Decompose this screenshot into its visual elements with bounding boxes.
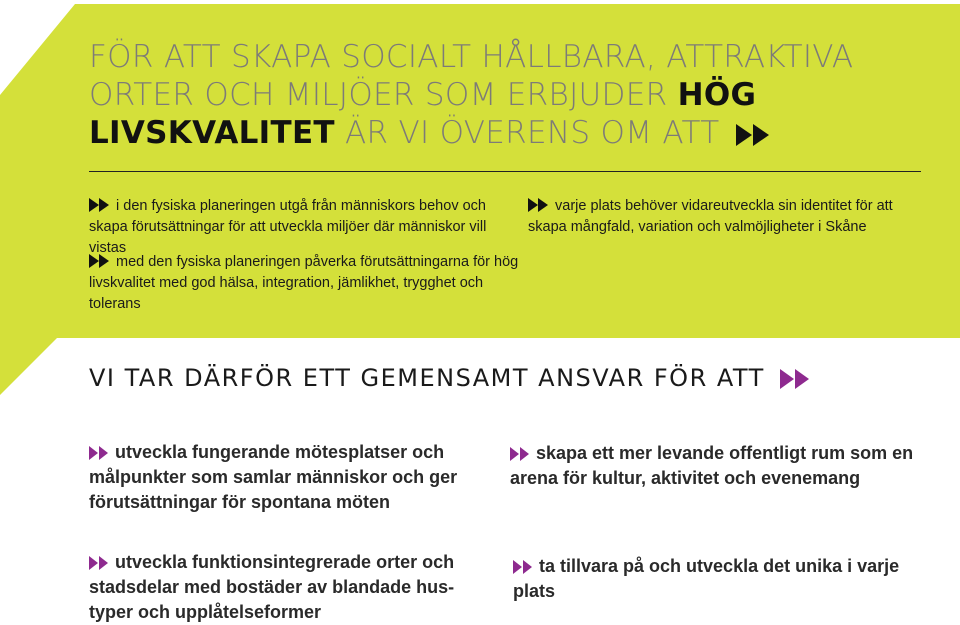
double-chevron-right-purple-icon — [513, 560, 533, 574]
double-chevron-right-icon — [528, 198, 549, 212]
divider-line — [89, 171, 921, 172]
double-chevron-right-purple-icon — [89, 556, 109, 570]
double-chevron-right-purple-icon — [89, 446, 109, 460]
headline-line3: ÄR VI ÖVERENS OM ATT — [334, 115, 720, 151]
lower-bullet-text: skapa ett mer levande offentligt rum som en arena för kultur, aktivitet och evenemang — [510, 443, 914, 488]
headline — [89, 38, 889, 152]
upper-bullet-item — [89, 252, 519, 315]
headline-line1: FÖR ATT SKAPA SOCIALT HÅLLBARA, ATTRAKTIVA — [89, 39, 854, 75]
double-chevron-right-icon — [89, 254, 110, 268]
headline-highlight-livskvalitet: LIVSKVALITET — [89, 115, 335, 151]
lower-bullet-item — [89, 550, 489, 625]
double-chevron-right-icon — [89, 198, 110, 212]
lower-bullet-item — [510, 441, 920, 491]
lower-bullet-item — [89, 440, 489, 515]
lower-bullet-text: utveckla funktionsintegrerade orter och stadsdelar med bostäder av blandade hus-typer och upplåtelseformer — [89, 552, 455, 622]
double-chevron-right-purple-icon — [780, 369, 810, 389]
upper-bullet-item — [528, 196, 928, 238]
double-chevron-right-purple-icon — [510, 447, 530, 461]
upper-bullet-item — [89, 196, 519, 259]
upper-bullet-text: med den fysiska planeringen påverka förutsättningarna för hög livskvalitet med god hälsa, integration, jämlikhet, trygghet och tolerans — [89, 254, 519, 312]
headline-highlight-hog: HÖG — [677, 77, 757, 113]
upper-bullet-text: i den fysiska planeringen utgå från människors behov och skapa förutsättningar för att utveckla miljöer där människor vill vistas — [89, 198, 487, 256]
subheading-text: VI TAR DÄRFÖR ETT GEMENSAMT ANSVAR FÖR ATT — [89, 364, 765, 392]
double-chevron-right-icon — [736, 124, 770, 146]
upper-bullet-text: varje plats behöver vidareutveckla sin identitet för att skapa mångfald, variation och valmöjligheter i Skåne — [528, 198, 893, 235]
section-subheading — [89, 364, 810, 392]
lower-bullet-text: ta tillvara på och utveckla det unika i varje plats — [513, 556, 900, 601]
lower-bullet-text: utveckla fungerande mötesplatser och målpunkter som samlar människor och ger förutsättningar för spontana möten — [89, 442, 458, 512]
lower-bullet-item — [513, 554, 913, 604]
headline-line2: ORTER OCH MILJÖER SOM ERBJUDER — [89, 77, 678, 113]
